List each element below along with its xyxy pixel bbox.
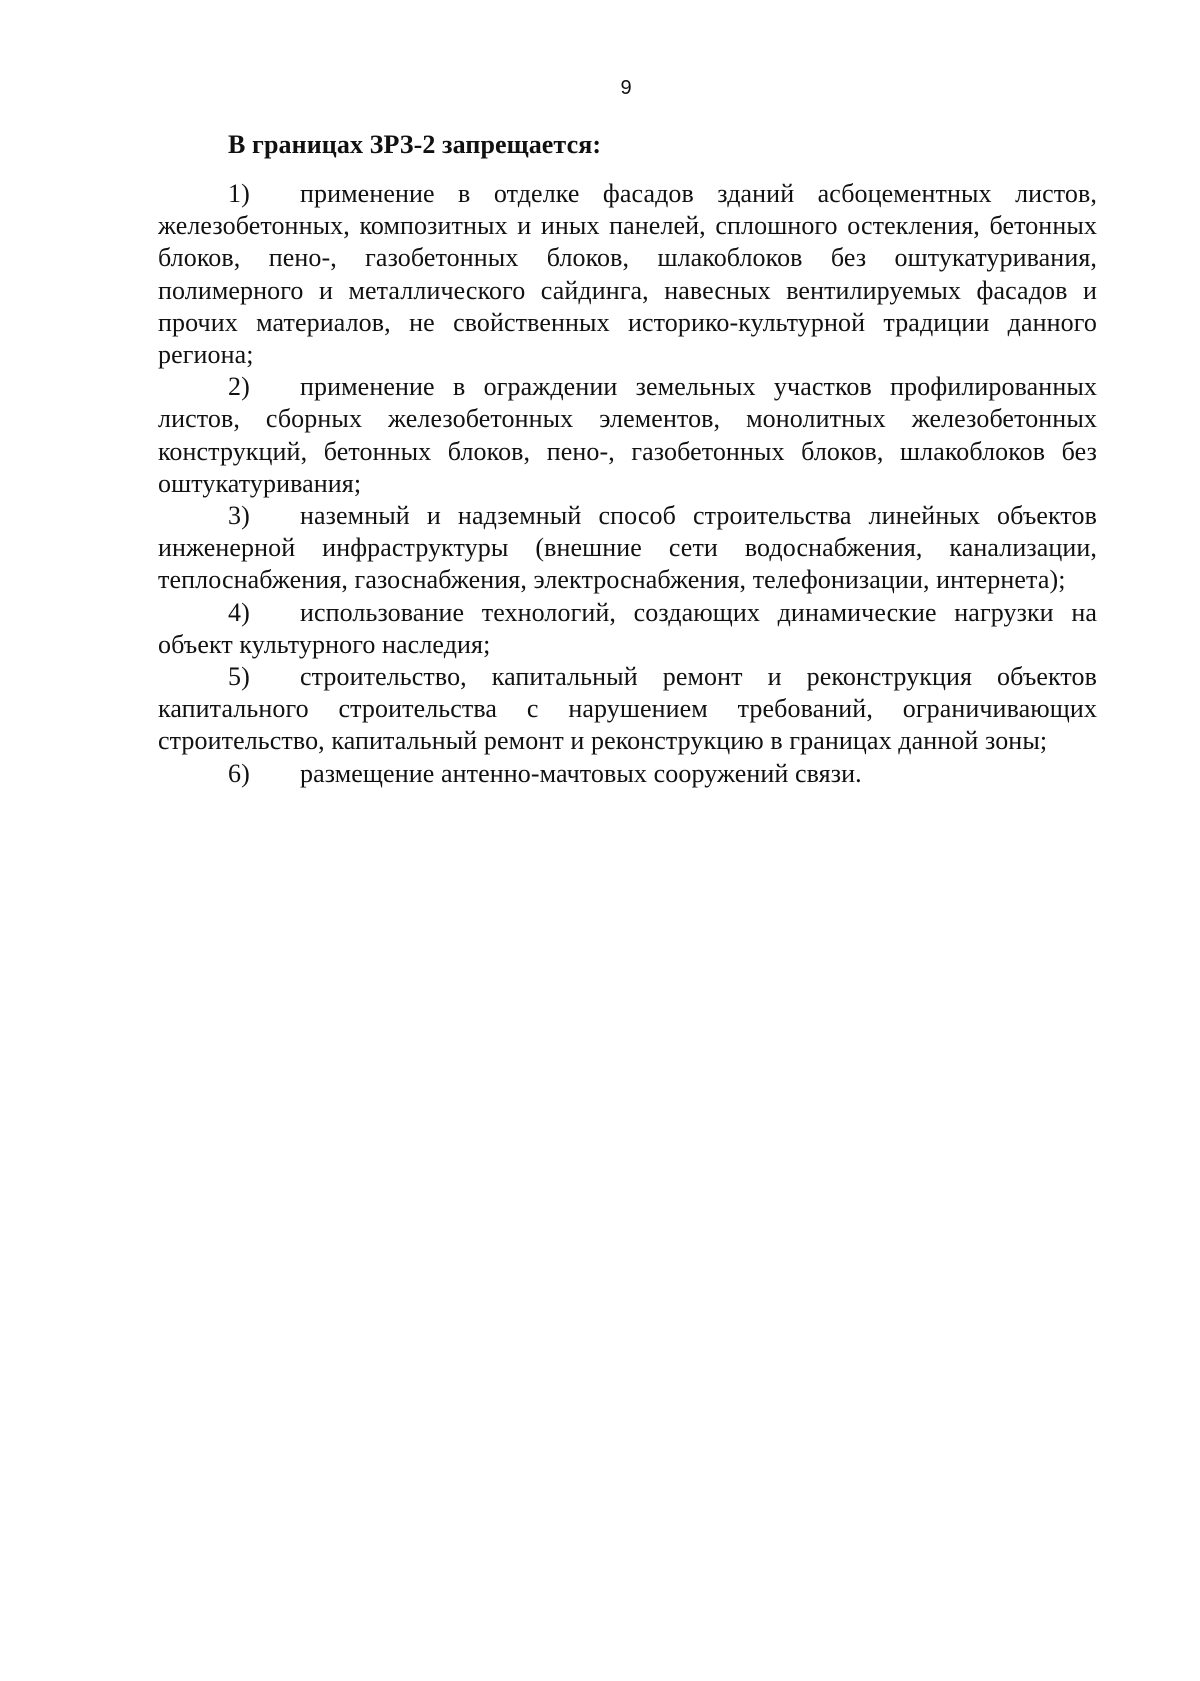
list-item (158, 500, 1097, 597)
page-number: 9 (620, 77, 632, 99)
list-item (158, 597, 1097, 661)
list-item (158, 758, 1097, 790)
section-heading: В границах ЗРЗ-2 запрещается: (228, 130, 602, 159)
item-number: 3) (228, 501, 250, 531)
document-body (158, 128, 1097, 790)
item-text: наземный и надземный способ строительства линейных объектов инженерной инфраструктуры (внешние сети водоснабжения, канализации, теплоснабжения, газоснабжения, электроснабжения, телефонизации, интернета); (158, 501, 1097, 595)
item-text: размещение антенно-мачтовых сооружений связи. (300, 758, 862, 788)
item-number: 2) (228, 372, 250, 402)
item-number: 5) (228, 662, 250, 692)
item-text: применение в ограждении земельных участков профилированных листов, сборных железобетонных элементов, монолитных железобетонных конструкций, бетонных блоков, пено-, газобетонных блоков, шлакоблоков без оштукатуривания; (158, 372, 1097, 498)
item-number: 4) (228, 597, 250, 627)
list-item (158, 661, 1097, 758)
list-item (158, 371, 1097, 500)
list-item (158, 178, 1097, 371)
item-text: строительство, капитальный ремонт и реконструкция объектов капитального строительства с нарушением требований, ограничивающих строительство, капитальный ремонт и реконструкцию в границах данной зоны; (158, 662, 1097, 756)
item-number: 1) (228, 179, 250, 208)
item-text: применение в отделке фасадов зданий асбоцементных листов, железобетонных, композитных и иных панелей, сплошного остекления, бетонных блоков, пено-, газобетонных блоков, шлакоблоков без оштукатуривания, полимерного и металлического сайдинга, навесных вентилируемых фасадов и прочих материалов, не свойственных историко-культурной традиции данного региона; (158, 179, 1097, 370)
item-text: использование технологий, создающих динамические нагрузки на объект культурного наследия; (158, 597, 1097, 659)
item-number: 6) (228, 758, 250, 788)
